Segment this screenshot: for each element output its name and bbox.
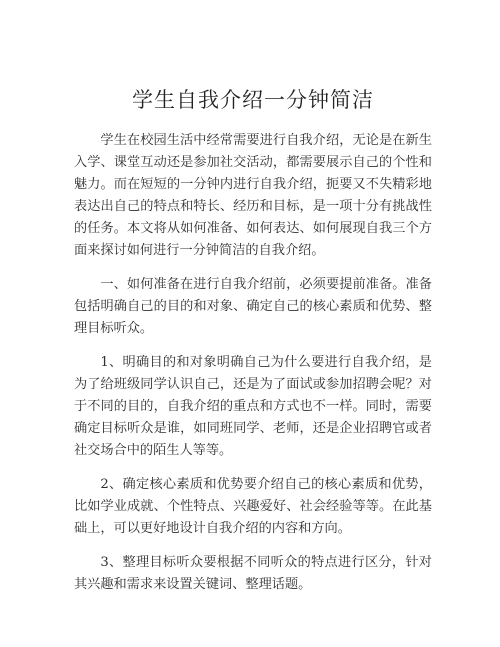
paragraph-item-3: 3、整理目标听众要根据不同听众的特点进行区分，针对其兴趣和需求来设置关键词、整理话题。 xyxy=(74,555,432,592)
document-body xyxy=(74,130,432,596)
paragraph-section-1: 一、如何准备在进行自我介绍前，必须要提前准备。准备包括明确自己的目的和对象、确定自己的核心素质和优势、整理目标听众。 xyxy=(74,277,432,336)
paragraph-item-1: 1、明确目的和对象明确自己为什么要进行自我介绍，是为了给班级同学认识自己，还是为了面试或参加招聘会呢？对于不同的目的，自我介绍的重点和方式也不一样。同时，需要确定目标听众是谁，如同班同学、老师，还是企业招聘官或者社交场合中的陌生人等等。 xyxy=(74,355,432,458)
paragraph-item-2: 2、确定核心素质和优势要介绍自己的核心素质和优势，比如学业成就、个性特点、兴趣爱好、社会经验等等。在此基础上，可以更好地设计自我介绍的内容和方向。 xyxy=(74,477,432,536)
paragraph-intro: 学生在校园生活中经常需要进行自我介绍，无论是在新生入学、课堂互动还是参加社交活动，都需要展示自己的个性和魅力。而在短短的一分钟内进行自我介绍，扼要又不失精彩地表达出自己的特点和特长、经历和目标，是一项十分有挑战性的任务。本文将从如何准备、如何表达、如何展现自我三个方面来探讨如何进行一分钟简洁的自我介绍。 xyxy=(74,133,432,258)
document-title: 学生自我介绍一分钟简洁 xyxy=(132,88,374,112)
